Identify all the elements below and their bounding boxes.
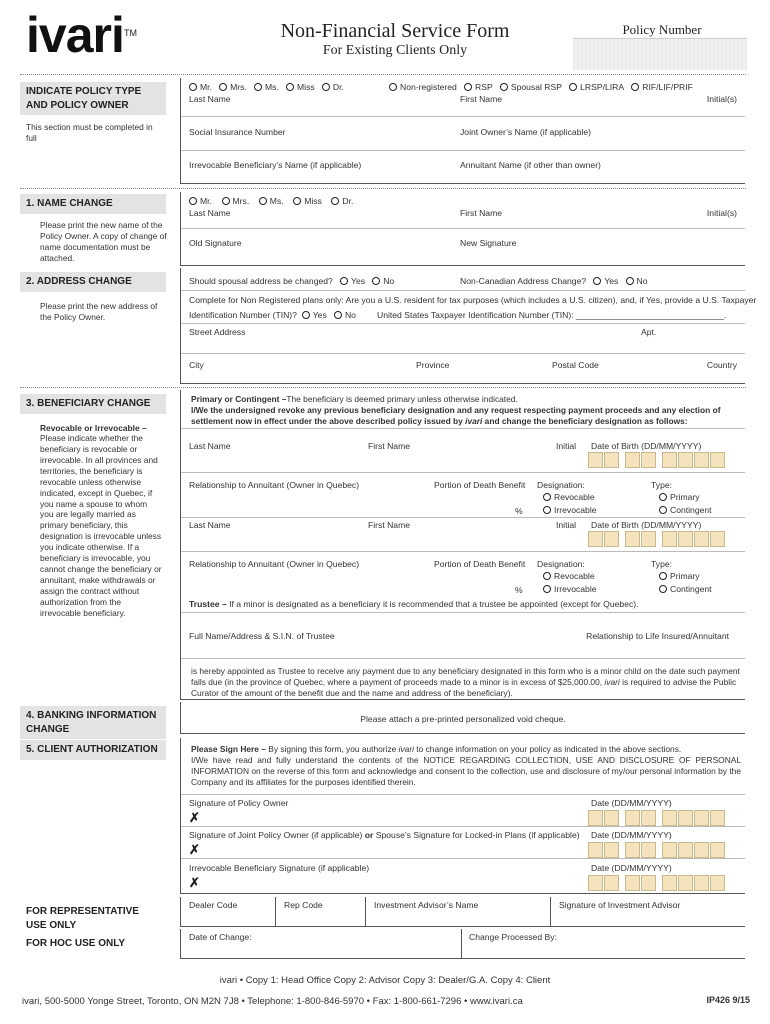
rep-code-label: Rep Code <box>284 900 323 910</box>
sign-here-text: Please Sign Here – By signing this form, you authorize ivari to change information on your policy as indicated in the above sections. <box>191 744 682 754</box>
ben1-dob-input[interactable] <box>588 452 726 468</box>
section-label-policy-type: INDICATE POLICY TYPE AND POLICY OWNER <box>20 82 166 115</box>
irrevocable-name-label: Irrevocable Beneficiary’s Name (if applicable) <box>189 160 362 170</box>
initials-label: Initial(s) <box>706 94 737 104</box>
hoc-use-box <box>180 929 745 959</box>
city-label: City <box>189 360 204 370</box>
radio-spousal-yes[interactable] <box>340 277 348 285</box>
primary-contingent-text: Primary or Contingent –The beneficiary is deemed primary unless otherwise indicated. <box>191 394 518 404</box>
street-label: Street Address <box>189 327 246 337</box>
irrevocable-signature-label: Irrevocable Beneficiary Signature (if applicable) <box>189 863 370 873</box>
radio-ms[interactable] <box>254 83 262 91</box>
trustee-text: Trustee – If a minor is designated as a beneficiary it is recommended that a trustee be appointed (except for Quebec). <box>189 599 639 609</box>
spousal-question[interactable]: Should spousal address be changed? Yes No <box>189 276 395 286</box>
revocable-note: Please indicate whether the beneficiary is revocable or irrevocable. In all provinces and territories, the beneficiary is revocable unless otherwise indicated, except in Quebec, if you name a spouse to whom you are legally married as primary beneficiary, this designation is irrevocable unless you indicate otherwise. If a beneficiary is irrevocable, you cannot change the beneficiary or annuitant, make withdrawals or assign the contract without authorization from the irrevocable beneficiary. <box>40 433 162 618</box>
us-tin-field[interactable]: United States Taxpayer Identification Number (TIN): _______________________________. <box>377 310 727 320</box>
radio-mr[interactable] <box>189 83 197 91</box>
irrevocable-sign-x[interactable]: ✗ <box>189 875 200 890</box>
new-initials-label: Initial(s) <box>706 208 737 218</box>
section-label-address-change: 2. ADDRESS CHANGE <box>20 272 166 292</box>
policy-type-note: This section must be completed in full <box>26 122 153 143</box>
radio-tin-no[interactable] <box>334 311 342 319</box>
copies-line: ivari • Copy 1: Head Office Copy 2: Advisor Copy 3: Dealer/G.A. Copy 4: Client <box>219 975 551 986</box>
policy-type-box <box>180 78 745 184</box>
radio-dr[interactable] <box>322 83 330 91</box>
ben1-portion-label: Portion of Death Benefit <box>434 480 526 490</box>
radio-mrs[interactable] <box>219 83 227 91</box>
address-change-note: Please print the new address of the Policy Owner. <box>40 301 158 322</box>
us-resident-text: Complete for Non Registered plans only: Are you a U.S. resident for tax purposes (which includes a U.S. citizen), and, if Yes, provide a U.S. Taxpayer <box>189 295 757 305</box>
policy-number-label: Policy Number <box>622 22 702 37</box>
joint-owner-label: Joint Owner’s Name (if applicable) <box>460 127 592 137</box>
ben2-last-name-label: Last Name <box>189 520 231 530</box>
date-of-change-label: Date of Change: <box>189 932 252 942</box>
ben2-initial-label: Initial <box>556 520 577 530</box>
ben1-last-name-label: Last Name <box>189 441 231 451</box>
trustee-relationship-label: Relationship to Life Insured/Annuitant <box>586 631 729 641</box>
radio-spousal-no[interactable] <box>372 277 380 285</box>
non-canadian-question[interactable]: Non-Canadian Address Change? Yes No <box>460 276 648 286</box>
ben2-portion-label: Portion of Death Benefit <box>434 559 526 569</box>
radio-ben1-irrevocable[interactable] <box>543 506 551 514</box>
owner-signature-label: Signature of Policy Owner <box>189 798 289 808</box>
province-label: Province <box>416 360 450 370</box>
owner-titles[interactable]: Mr. Mrs. Ms. Miss Dr. <box>189 82 344 92</box>
tin-question[interactable]: Identification Number (TIN)? Yes No <box>189 310 356 320</box>
advisor-signature-label: Signature of Investment Advisor <box>559 900 681 910</box>
annuitant-name-label: Annuitant Name (if other than owner) <box>460 160 601 170</box>
radio-miss[interactable] <box>286 83 294 91</box>
radio-ben1-primary[interactable] <box>659 493 667 501</box>
section-label-beneficiary: 3. BENEFICIARY CHANGE <box>20 394 166 414</box>
policy-number-input[interactable] <box>573 38 747 70</box>
ben1-type-label: Type: <box>651 480 673 490</box>
radio-lrsp[interactable] <box>569 83 577 91</box>
owner-sign-x[interactable]: ✗ <box>189 810 200 825</box>
name-change-note: Please print the new name of the Policy Owner. A copy of change of name documentation must be attached. <box>40 220 167 263</box>
ben2-primary[interactable]: Primary <box>659 571 700 581</box>
ben2-revocable[interactable]: Revocable <box>543 571 595 581</box>
radio-mrs-new[interactable] <box>222 197 230 205</box>
void-cheque-text: Please attach a pre-printed personalized void cheque. <box>360 714 566 724</box>
ivari-logo: ivari <box>26 7 124 63</box>
sin-label: Social Insurance Number <box>189 127 286 137</box>
section-label-name-change: 1. NAME CHANGE <box>20 194 166 214</box>
section-label-banking: 4. BANKING INFORMATION CHANGE <box>20 706 166 739</box>
postal-label: Postal Code <box>552 360 599 370</box>
radio-noncdn-yes[interactable] <box>593 277 601 285</box>
ben1-dob-label: Date of Birth (DD/MM/YYYY) <box>591 441 702 451</box>
joint-sign-x[interactable]: ✗ <box>189 842 200 857</box>
new-signature-label: New Signature <box>460 238 517 248</box>
trustee-name-label: Full Name/Address & S.I.N. of Trustee <box>189 631 335 641</box>
radio-rsp[interactable] <box>464 83 472 91</box>
ben1-relationship-label: Relationship to Annuitant (Owner in Quebec) <box>189 480 360 490</box>
ben2-type-label: Type: <box>651 559 673 569</box>
owner-date-label: Date (DD/MM/YYYY) <box>591 798 672 808</box>
ben2-percent: % <box>515 585 523 595</box>
radio-ms-new[interactable] <box>259 197 267 205</box>
plan-types[interactable]: Non-registered RSP Spousal RSP LRSP/LIRA RIF/LIF/PRIF <box>389 82 693 92</box>
revoke-text: I/We the undersigned revoke any previous beneficiary designation and any request respecting payment proceeds and any election of settlement now in effect under the above described policy issued by ivari and change the beneficiary designation as follows: <box>191 405 721 426</box>
ben2-dob-input[interactable] <box>588 531 726 547</box>
apt-label: Apt. <box>641 327 657 337</box>
form-title: Non-Financial Service Form <box>280 20 510 42</box>
joint-signature-label: Signature of Joint Policy Owner (if applicable) or Spouse’s Signature for Locked-in Plans (if applicable) <box>189 830 580 840</box>
irrevocable-date-input[interactable] <box>588 875 726 891</box>
new-first-name-label: First Name <box>460 208 503 218</box>
company-address: ivari, 500-5000 Yonge Street, Toronto, ON M2N 7J8 • Telephone: 1-800-846-5970 • Fax: 1-800-661-7296 • www.ivari.ca <box>22 996 523 1007</box>
divider <box>20 387 746 388</box>
dealer-code-label: Dealer Code <box>189 900 238 910</box>
beneficiary-box <box>180 390 745 700</box>
section-label-authorization: 5. CLIENT AUTHORIZATION <box>20 740 166 760</box>
consent-text: I/We have read and fully understand the contents of the NOTICE REGARDING COLLECTION, USE AND DISCLOSURE OF PERSONAL INFORMATION on the reverse of this form and acknowledge and consent to the collection, use and disclosure of my/our personal information by the Company and its affiliates for the purposes identified therein. <box>191 755 741 787</box>
ben1-first-name-label: First Name <box>368 441 411 451</box>
radio-rif[interactable] <box>631 83 639 91</box>
rep-use-box <box>180 897 745 927</box>
ben1-irrevocable[interactable]: Irrevocable <box>543 505 597 515</box>
radio-tin-yes[interactable] <box>302 311 310 319</box>
revocable-note-title: Revocable or Irrevocable – <box>40 423 147 433</box>
ben1-contingent[interactable]: Contingent <box>659 505 712 515</box>
ben1-revocable[interactable]: Revocable <box>543 492 595 502</box>
ben2-relationship-label: Relationship to Annuitant (Owner in Quebec) <box>189 559 360 569</box>
radio-ben1-contingent[interactable] <box>659 506 667 514</box>
radio-noncdn-no[interactable] <box>626 277 634 285</box>
ben2-designation-label: Designation: <box>537 559 585 569</box>
first-name-label: First Name <box>460 94 503 104</box>
advisor-name-label: Investment Advisor’s Name <box>374 900 479 910</box>
joint-date-input[interactable] <box>588 842 726 858</box>
radio-dr-new[interactable] <box>331 197 339 205</box>
name-change-box <box>180 192 745 266</box>
divider <box>20 188 746 189</box>
radio-ben2-revocable[interactable] <box>543 572 551 580</box>
banking-box <box>180 702 745 734</box>
processed-by-label: Change Processed By: <box>469 932 557 942</box>
owner-date-input[interactable] <box>588 810 726 826</box>
new-owner-titles[interactable]: Mr. Mrs. Ms. Miss Dr. <box>189 196 353 206</box>
form-subtitle: For Existing Clients Only <box>322 43 468 58</box>
country-label: Country <box>706 360 737 370</box>
new-last-name-label: Last Name <box>189 208 231 218</box>
radio-ben2-primary[interactable] <box>659 572 667 580</box>
radio-ben1-revocable[interactable] <box>543 493 551 501</box>
ben1-primary[interactable]: Primary <box>659 492 700 502</box>
section-label-rep-use: FOR REPRESENTATIVE USE ONLY <box>26 906 139 931</box>
address-change-box <box>180 268 757 384</box>
ben2-contingent[interactable]: Contingent <box>659 584 712 594</box>
authorization-box <box>180 738 745 894</box>
radio-non-registered[interactable] <box>389 83 397 91</box>
ben2-dob-label: Date of Birth (DD/MM/YYYY) <box>591 520 702 530</box>
radio-miss-new[interactable] <box>293 197 301 205</box>
old-signature-label: Old Signature <box>189 238 242 248</box>
radio-ben2-irrevocable[interactable] <box>543 585 551 593</box>
ben2-first-name-label: First Name <box>368 520 411 530</box>
trademark: TM <box>124 28 137 38</box>
last-name-label: Last Name <box>189 94 231 104</box>
ben1-designation-label: Designation: <box>537 480 585 490</box>
ben1-percent: % <box>515 506 523 516</box>
section-label-hoc-use: FOR HOC USE ONLY <box>26 938 126 949</box>
ben2-irrevocable[interactable]: Irrevocable <box>543 584 597 594</box>
irrevocable-date-label: Date (DD/MM/YYYY) <box>591 863 672 873</box>
divider <box>20 74 746 75</box>
radio-spousal-rsp[interactable] <box>500 83 508 91</box>
ben1-initial-label: Initial <box>556 441 577 451</box>
trustee-appointment-text: is hereby appointed as Trustee to receive any payment due to any beneficiary designated in this form who is a minor child on the date such payment falls due (in the province of Quebec, where a payment of proceeds made to a minor is in excess of $25,000.00, ivari is required to advise the Public Curator of the amount of the benefit due and the name and address of the beneficiary). <box>191 666 740 698</box>
radio-mr-new[interactable] <box>189 197 197 205</box>
joint-date-label: Date (DD/MM/YYYY) <box>591 830 672 840</box>
form-code: IP426 9/15 <box>706 995 750 1005</box>
radio-ben2-contingent[interactable] <box>659 585 667 593</box>
